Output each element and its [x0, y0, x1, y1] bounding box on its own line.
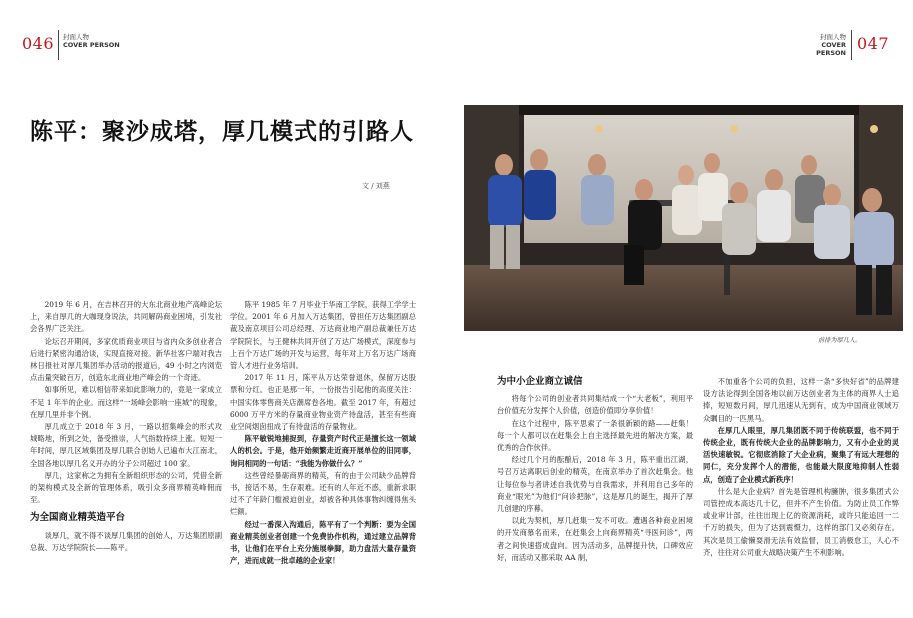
paragraph: 2017 年 11 月，陈平从万达荣誉退休，保留万达股票和分红。也正是那一年，一份报告引起他的高度关注：中国实体零售商关店潮席卷各地。截至 2017 年，有超过 6000 万平方米的存量商业物业资产待盘活，甚至有些商业空间烟囱扭成了有待盘活的存量物业。	[230, 373, 416, 432]
section-en-left: COVER PERSON	[63, 41, 120, 49]
section-en-right: COVER PERSON	[816, 41, 846, 57]
article-author: 文 / 刘燕	[362, 182, 390, 190]
paragraph: 这些曾经暴砺商界的精英，有的由于公司缺少品牌背书，接话不易，生存艰难。还有的人年近不惑，重新求职过不了年龄门槛被迫创业，却被各种具体事物纠缠得焦头烂额。	[230, 470, 416, 517]
paragraph: 谈厚几，就不得不谈厚几集团的创始人，万达集团原副总裁、万达学院院长——陈平。	[30, 530, 222, 552]
paragraph: 什么是大企业病？首先是管理机构臃肿，很多集团式公司管控成本高达几十亿，但并不产生价值。为防止员工作弊或业审计部，往往出现上亿的资源消耗，或许只能追回一二千万的损失，但为了达到震慑力，这样的部门又必须存在。其次是员工偷懒耍滑无法有效监督，员工消极怠工，人心不齐，往往对公司重大战略决策产生不利影响。	[703, 486, 899, 557]
page-number-left: 046	[22, 34, 55, 53]
header-divider-right	[851, 30, 852, 60]
article-column-3	[497, 376, 693, 564]
article-column-4	[703, 376, 899, 559]
section-heading: 为全国商业精英造平台	[30, 512, 126, 524]
paragraph: 陈平敏锐地捕捉到，存量资产时代正是擅长这一领域人的机会。于是，他开始频繁走近商开展单位的旧同事，询问相同的一句话：“我能为你做什么？”	[230, 434, 416, 468]
photo-caption: 前排为厚几人。	[818, 337, 862, 344]
paragraph: 在厚几人眼里，厚几集团既不同于传统联盟，也不同于传统企业，既有传统大企业的品牌影响力，又有小企业的灵活快速敏锐。它彻底消除了大企业病，聚集了有远大理想的同仁，充分发挥个人的潜能，也能最大限度地抑制人性弱点，创造了企业模式新秩序！	[703, 425, 899, 484]
paragraph: 以此为契机，厚几赶集一发不可收。遭遇各种商业困境的开发商慕名而来，在赶集会上向商界精英“寻医问诊”，两者之间快速搭成盘向。因为活动多，品牌提升快，口碑效应好，而活动又都采取 AA 制，	[497, 516, 693, 562]
paragraph: 厚几成立于 2018 年 3 月，一路以招集峰会的形式攻城略地，所到之处，备受推崇，人气指数持续上涨。短短一年时间，厚几区域集团及厚几联合创始人已遍布大江南北，全国各地以厚几名义开办的分子公司超过 100 家。	[30, 422, 222, 468]
section-label-right	[800, 33, 846, 57]
page-number-right: 047	[857, 34, 890, 53]
paragraph: 2019 年 6 月，在吉林召开的大东北商业地产高峰论坛上，来自厚几的大咖现身说法，共同解码商业困境，引发社会各界广泛关注。	[30, 300, 222, 334]
group-photo-image	[464, 105, 903, 331]
article-column-2	[230, 299, 416, 567]
paragraph: 厚几，这家称之为拥有全新组织形态的公司，凭借全新的架构模式及全新的管理体系，吸引众多商界精英峰佣而至。	[30, 470, 222, 505]
section-cn-right: 封面人物	[820, 33, 846, 41]
paragraph: 在这个过程中，陈平思索了一条很新颖的路——赶集！每一个人都可以在赶集会上自主选择最先进的解决方案，最优秀的合作伙伴。	[497, 418, 693, 453]
paragraph: 经过一番深入沟通后，陈平有了一个判断：要为全国商业精英创业者创建一个免费协作机构，通过建立品牌背书，让他们在平台上充分施展拳脚，助力盘活大量存量资产，进而成就一批卓越的企业家！	[230, 519, 416, 566]
section-heading: 为中小企业商立诚信	[497, 376, 583, 387]
paragraph: 不加重各个公司的负担，这样一条“多快好省”的品牌建设方法论得到全国各地以前万达创业者为主体的商界人士追捧，短短数月间，厚几迅速从无到有，成为中国商业领域万众瞩目的一匹黑马。	[703, 377, 899, 423]
paragraph: 论坛召开期间，多家优质商业项目与省内众多创业者合后进行紧密沟通洽谈，实现直接对接。新华社客户端对我吉林日报社对厚几集团举办活动的报道后，49 小时之内浏览点击量突破百万，创造东北商业地产峰会的一个奇迹。	[30, 336, 222, 383]
paragraph: 如事所见，难以相信带来如此影响力的，竟是一家成立不足 1 年半的企业。而这样“一场峰会影响一座城”的现象，在厚几里并非个例。	[30, 385, 222, 419]
paragraph: 陈平 1985 年 7 月毕业于华南工学院，获得工学学士学位。2001 年 6 月加入万达集团，曾担任万达集团副总裁及南京项目公司总经理、万达商业地产副总裁兼任万达学院院长，与王健林共同开创了万达广场模式，深度参与上百个万达广场的开发与运营，每年对上万名万达广场商管人才进行业务培训。	[230, 300, 416, 371]
paragraph: 将每个公司的创业者共同集结成一个“大老板”，利用平台价值充分发挥个人价值，创造价值即分享价值！	[497, 394, 693, 416]
group-photo	[464, 105, 903, 331]
section-cn-left: 封面人物	[63, 33, 89, 41]
section-label-left	[63, 33, 120, 49]
header-divider-left	[58, 30, 59, 60]
paragraph: 经过几个月的酝酿后，2018 年 3 月，陈平重出江湖，号召万达离职后创业的精英，在南京举办了首次赶集会。他让每位参与者讲述自我优势与自我需求，并利用自己多年的商业“眼光”为他们“问诊把脉”，这是厚几的诞生，揭开了厚几创建的序幕。	[497, 455, 693, 514]
article-title: 陈平：聚沙成塔，厚几模式的引路人	[30, 119, 414, 145]
article-column-1	[30, 299, 222, 554]
